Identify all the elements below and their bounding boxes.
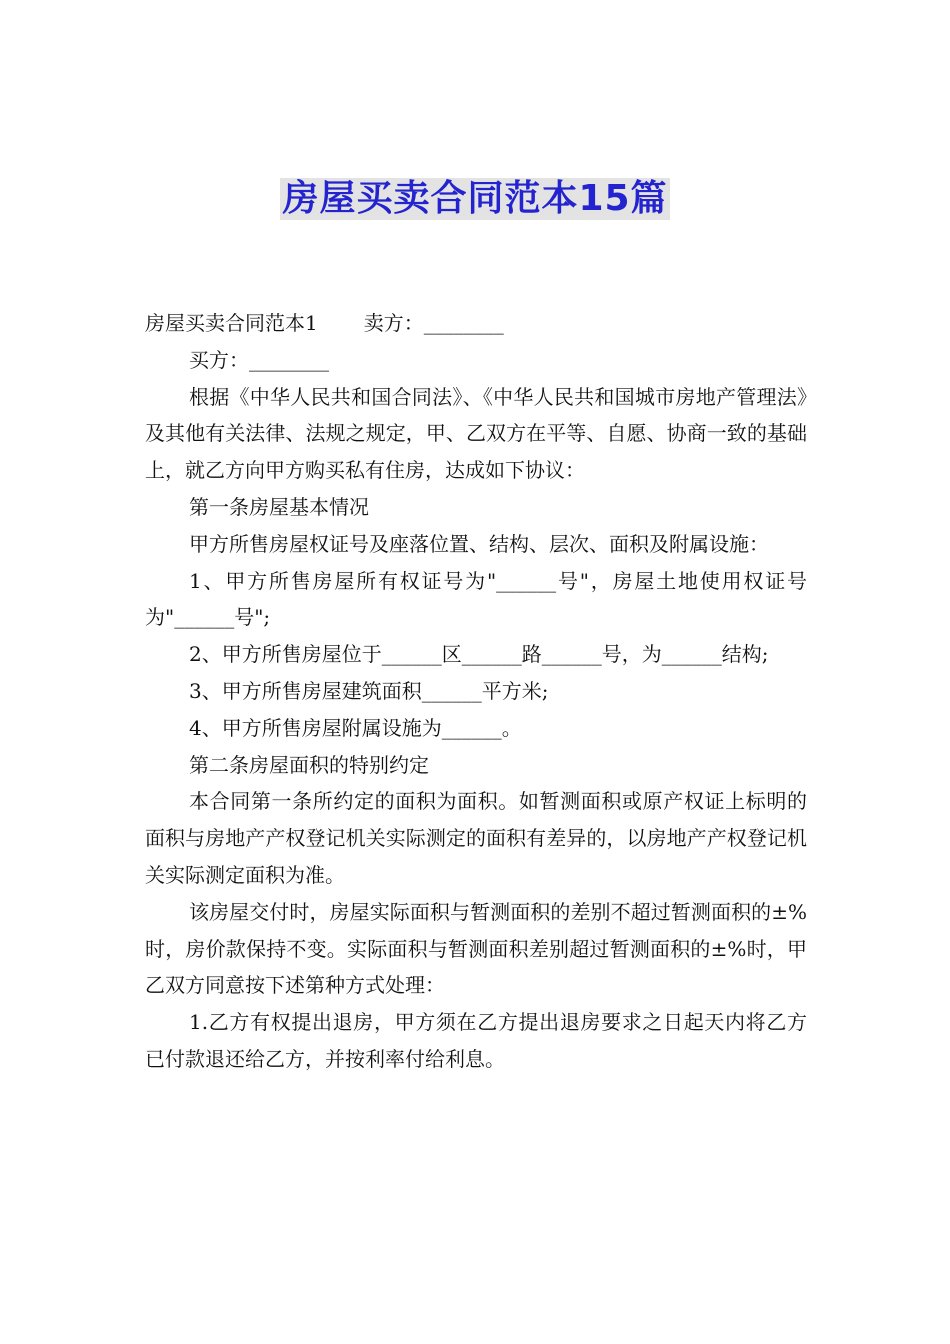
article-2-option-1: 1.乙方有权提出退房，甲方须在乙方提出退房要求之日起天内将乙方已付款退还给乙方，并按利率付给利息。	[145, 1010, 807, 1071]
preamble-paragraph: 根据《中华人民共和国合同法》、《中华人民共和国城市房地产管理法》及其他有关法律、法规之规定，甲、乙双方在平等、自愿、协商一致的基础上，就乙方向甲方购买私有住房，达成如下协议：	[145, 384, 807, 483]
document-body	[145, 305, 807, 1078]
article-1-item-1: 1、甲方所售房屋所有权证号为"______号"，房屋土地使用权证号为"______号";	[145, 568, 807, 630]
article-1-item-2: 2、甲方所售房屋位于______区______路______号，为______结构;	[189, 642, 769, 667]
article-2-paragraph-1: 本合同第一条所约定的面积为面积。如暂测面积或原产权证上标明的面积与房地产产权登记机关实际测定的面积有差异的，以房地产产权登记机关实际测定面积为准。	[145, 789, 807, 887]
article-2-paragraph-2: 该房屋交付时，房屋实际面积与暂测面积的差别不超过暂测面积的±%时，房价款保持不变。实际面积与暂测面积差别超过暂测面积的±%时，甲乙双方同意按下述第种方式处理：	[145, 899, 807, 998]
seller-line: 卖方：________	[363, 311, 504, 335]
title-container	[0, 178, 950, 220]
first-line	[145, 305, 807, 342]
article-1-heading: 第一条房屋基本情况	[189, 494, 369, 519]
document-title: 房屋买卖合同范本15篇	[282, 178, 668, 219]
buyer-line: 买方：________	[189, 347, 329, 372]
article-1-intro: 甲方所售房屋权证号及座落位置、结构、层次、面积及附属设施：	[189, 531, 769, 556]
article-2-heading: 第二条房屋面积的特别约定	[189, 752, 429, 777]
article-1-item-4: 4、甲方所售房屋附属设施为______。	[189, 715, 522, 740]
contract-heading: 房屋买卖合同范本1	[145, 311, 318, 335]
article-1-item-3: 3、甲方所售房屋建筑面积______平方米;	[189, 678, 549, 703]
